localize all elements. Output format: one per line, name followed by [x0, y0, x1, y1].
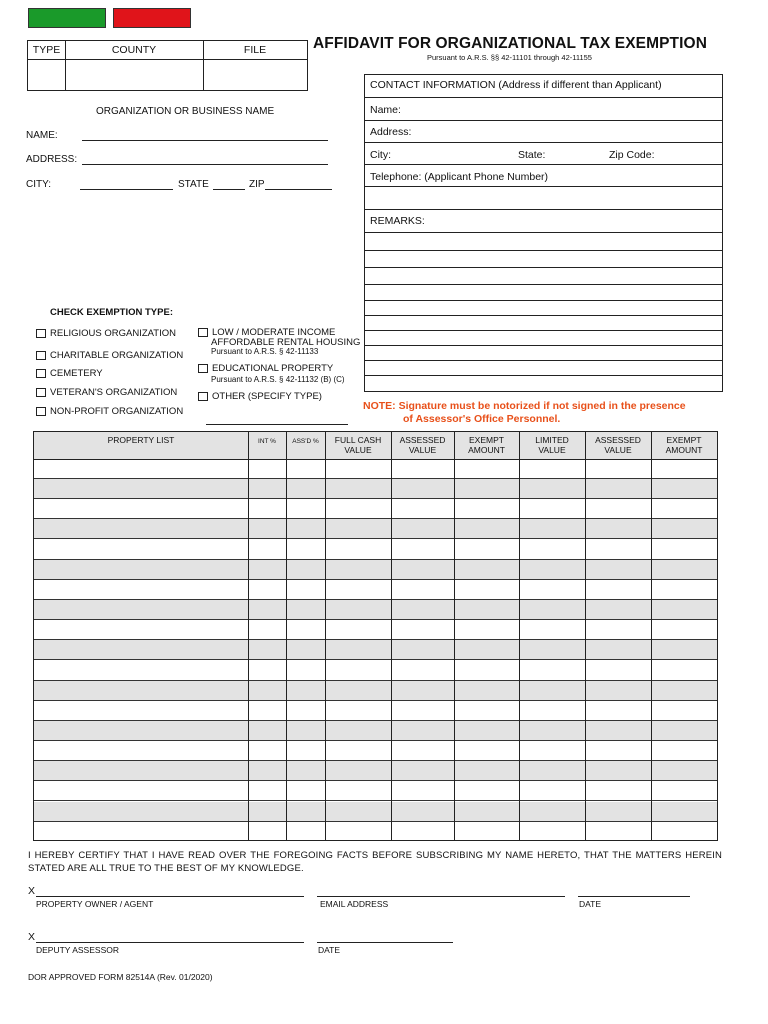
- owner-x-mark: X: [28, 885, 36, 897]
- header-full-cash-line1: FULL CASH: [334, 435, 382, 445]
- contact-box: [364, 74, 723, 392]
- state-field[interactable]: [213, 189, 245, 190]
- nonprofit-checkbox[interactable]: [36, 407, 46, 416]
- table-row[interactable]: [34, 580, 717, 600]
- property-table: [33, 431, 718, 841]
- table-row[interactable]: [34, 620, 717, 640]
- header-exempt-2-line2: AMOUNT: [665, 445, 703, 455]
- address-field[interactable]: [82, 164, 328, 165]
- contact-name-label: Name:: [370, 104, 401, 116]
- header-full-cash: [325, 435, 391, 455]
- form-footer: DOR APPROVED FORM 82514A (Rev. 01/2020): [28, 972, 213, 982]
- contact-address-label: Address:: [370, 126, 412, 138]
- form-title: AFFIDAVIT FOR ORGANIZATIONAL TAX EXEMPTION: [313, 35, 707, 52]
- date2-label: DATE: [318, 945, 341, 955]
- header-limited-line1: LIMITED: [535, 435, 569, 445]
- email-field[interactable]: [317, 896, 565, 897]
- contact-zip-label: Zip Code:: [609, 149, 655, 161]
- note-line-1: NOTE: Signature must be notorized if not signed in the presence: [363, 400, 686, 412]
- deputy-x-mark: X: [28, 931, 36, 943]
- contact-city-label: City:: [370, 149, 391, 161]
- header-full-cash-line2: VALUE: [344, 445, 372, 455]
- header-assd-pct: ASS'D %: [292, 438, 319, 445]
- header-assessed-line2: VALUE: [408, 445, 437, 455]
- cemetery-label: CEMETERY: [50, 368, 103, 379]
- org-name-heading: ORGANIZATION OR BUSINESS NAME: [96, 106, 275, 117]
- zip-field[interactable]: [265, 189, 332, 190]
- address-label: ADDRESS:: [26, 154, 78, 165]
- educational-checkbox[interactable]: [198, 364, 208, 373]
- header-exempt-2-line1: EXEMPT: [666, 435, 702, 445]
- table-row[interactable]: [34, 479, 717, 499]
- exemption-heading: CHECK EXEMPTION TYPE:: [50, 307, 173, 318]
- red-button[interactable]: [113, 8, 191, 28]
- header-property-list: PROPERTY LIST: [107, 435, 175, 445]
- type-county-file-box: [27, 40, 308, 91]
- header-exempt-line1: EXEMPT: [469, 435, 504, 445]
- table-row[interactable]: [34, 519, 717, 539]
- deputy-label: DEPUTY ASSESSOR: [36, 945, 119, 955]
- file-field[interactable]: [204, 60, 306, 90]
- county-label: COUNTY: [111, 44, 157, 56]
- table-row[interactable]: [34, 661, 717, 681]
- contact-telephone-label: Telephone: (Applicant Phone Number): [370, 171, 549, 183]
- table-row[interactable]: [34, 499, 717, 519]
- type-label: TYPE: [32, 44, 61, 56]
- contact-heading: CONTACT INFORMATION (Address if different than Applicant): [370, 79, 662, 91]
- remarks-label: REMARKS:: [370, 215, 425, 227]
- educational-ref: Pursuant to A.R.S. § 42-11132 (B) (C): [211, 375, 345, 384]
- other-specify-field[interactable]: [206, 424, 348, 425]
- table-row[interactable]: [34, 701, 717, 721]
- table-row[interactable]: [34, 802, 717, 822]
- date-field[interactable]: [578, 896, 690, 897]
- city-label: CITY:: [26, 179, 52, 190]
- header-exempt: [454, 435, 519, 455]
- file-label: FILE: [243, 44, 267, 56]
- educational-label: EDUCATIONAL PROPERTY: [212, 363, 334, 374]
- city-field[interactable]: [80, 189, 173, 190]
- note-line-2: of Assessor's Office Personnel.: [403, 413, 561, 425]
- veterans-checkbox[interactable]: [36, 388, 46, 397]
- green-button[interactable]: [28, 8, 106, 28]
- table-row[interactable]: [34, 459, 717, 479]
- header-assessed-2-line1: ASSESSED: [595, 435, 641, 445]
- table-row[interactable]: [34, 681, 717, 701]
- charitable-label: CHARITABLE ORGANIZATION: [50, 350, 184, 361]
- table-row[interactable]: [34, 560, 717, 580]
- type-field[interactable]: [28, 60, 65, 90]
- date-label: DATE: [579, 899, 602, 909]
- charitable-checkbox[interactable]: [36, 351, 46, 360]
- header-assessed-2: [585, 435, 651, 455]
- date2-field[interactable]: [317, 942, 453, 943]
- zip-label: ZIP: [249, 179, 265, 190]
- county-field[interactable]: [66, 60, 203, 90]
- header-int-pct: INT %: [258, 438, 276, 445]
- header-assessed-2-line2: VALUE: [604, 445, 632, 455]
- other-label: OTHER (SPECIFY TYPE): [212, 391, 322, 402]
- other-checkbox[interactable]: [198, 392, 208, 401]
- table-row[interactable]: [34, 540, 717, 560]
- low-income-ref: Pursuant to A.R.S. § 42-11133: [211, 347, 319, 356]
- low-income-checkbox[interactable]: [198, 328, 208, 337]
- table-row[interactable]: [34, 781, 717, 801]
- header-limited-line2: VALUE: [538, 445, 566, 455]
- low-income-label-2: AFFORDABLE RENTAL HOUSING: [211, 337, 361, 348]
- state-label: STATE: [178, 179, 209, 190]
- table-row[interactable]: [34, 640, 717, 660]
- header-assessed-line1: ASSESSED: [399, 435, 446, 445]
- deputy-signature-field[interactable]: [36, 942, 304, 943]
- veterans-label: VETERAN'S ORGANIZATION: [50, 387, 178, 398]
- email-label: EMAIL ADDRESS: [320, 899, 389, 909]
- cemetery-checkbox[interactable]: [36, 369, 46, 378]
- form-subtitle: Pursuant to A.R.S. §§ 42-11101 through 42-11155: [427, 53, 592, 62]
- religious-label: RELIGIOUS ORGANIZATION: [50, 328, 176, 339]
- religious-checkbox[interactable]: [36, 329, 46, 338]
- name-field[interactable]: [82, 140, 328, 141]
- table-row[interactable]: [34, 721, 717, 741]
- nonprofit-label: NON-PROFIT ORGANIZATION: [50, 406, 184, 417]
- owner-signature-field[interactable]: [36, 896, 304, 897]
- header-exempt-line2: AMOUNT: [468, 445, 505, 455]
- table-row[interactable]: [34, 761, 717, 781]
- header-exempt-2: [651, 435, 717, 455]
- table-row[interactable]: [34, 600, 717, 620]
- property-table-header: [34, 432, 717, 460]
- certification-text: I HEREBY CERTIFY THAT I HAVE READ OVER THE FOREGOING FACTS BEFORE SUBSCRIBING MY NAME HERETO, THAT THE MATTERS HEREIN STATED ARE ALL TRUE TO THE BEST OF MY KNOWLEDGE.: [28, 850, 722, 874]
- owner-label: PROPERTY OWNER / AGENT: [36, 899, 154, 909]
- table-row[interactable]: [34, 741, 717, 761]
- contact-state-label: State:: [518, 149, 546, 161]
- name-label: NAME:: [26, 130, 58, 141]
- table-row[interactable]: [34, 822, 717, 842]
- low-income-label-1: LOW / MODERATE INCOME: [212, 327, 336, 338]
- header-limited: [519, 435, 585, 455]
- header-assessed: [391, 435, 454, 455]
